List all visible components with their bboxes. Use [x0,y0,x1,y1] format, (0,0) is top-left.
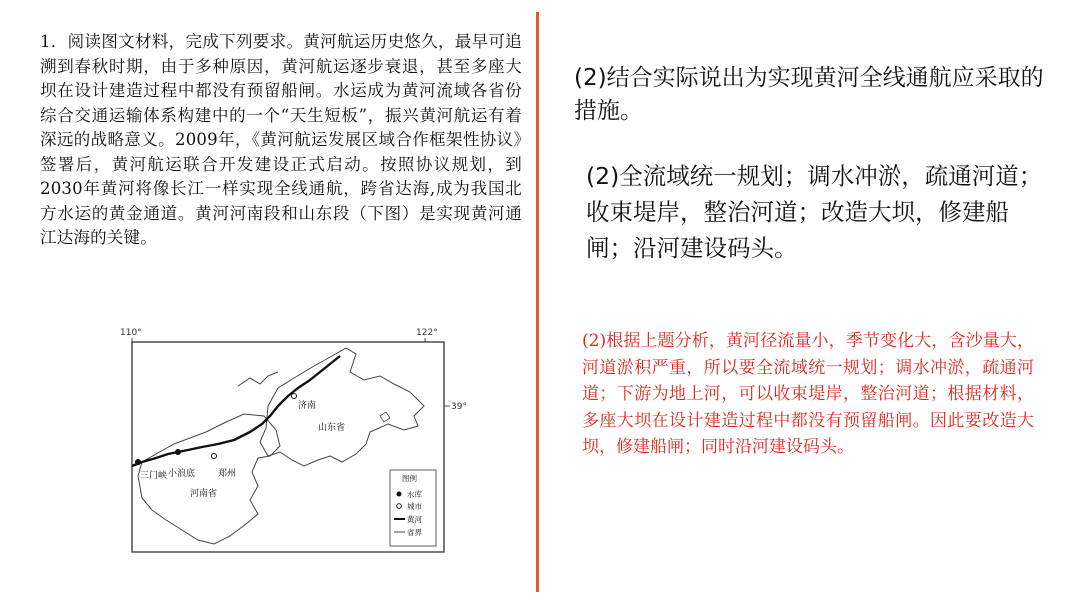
legend-reservoir-label: 水库 [407,490,422,499]
label-xiaolangdi: 小浪底 [168,469,196,479]
map-legend [390,470,436,546]
xiaolangdi-reservoir-dot [175,449,181,455]
legend-city-icon [397,504,402,509]
legend-title: 图例 [402,474,417,483]
sanmenxia-reservoir-dot [135,459,141,465]
answer-text: (2)全流域统一规划；调水冲淤，疏通河道；收束堤岸，整治河道；改造大坝，修建船闸；沿河建设码头。 [586,162,1043,262]
legend-river-label: 黄河 [407,515,422,524]
label-shandong: 山东省 [318,423,346,433]
map-lat-label: 39° [451,402,467,412]
legend-boundary-label: 省界 [407,528,422,537]
jinan-city-dot [292,394,297,399]
label-jinan: 济南 [298,401,317,411]
question-text: (2)结合实际说出为实现黄河全线通航应采取的措施。 [574,65,1044,124]
legend-city-label: 城市 [407,502,422,511]
map-lon-left-label: 110° [120,328,142,338]
analysis-text: (2)根据上题分析，黄河径流量小，季节变化大，含沙量大，河道淤积严重，所以要全流域统一规划；调水冲淤，疏通河道；下游为地上河，可以收束堤岸，整治河道；根据材料，多座大坝在设计建造过程中都没有预留船闸。因此要改造大坝，修建船闸；同时沿河建设码头。 [582,331,1034,457]
map-lon-right-label: 122° [416,328,438,338]
vertical-divider [536,12,539,592]
label-zhengzhou: 郑州 [218,469,237,479]
label-sanmenxia: 三门峡 [140,471,168,481]
shandong-province-outline [260,348,424,466]
map-figure [118,326,468,558]
legend-reservoir-icon [397,492,402,497]
zhengzhou-city-dot [212,454,217,459]
label-henan: 河南省 [190,489,218,499]
material-paragraph: 1．阅读图文材料，完成下列要求。黄河航运历史悠久，最早可追溯到春秋时期，由于多种原因，黄河航运逐步衰退，甚至多座大坝在设计建造过程中都没有预留船闸。水运成为黄河流域各省份综合交通运输体系构建中的一个“天生短板”，振兴黄河航运有着深远的战略意义。2009年，《黄河航运发展区域合作框架性协议》签署后，黄河航运联合开发建设正式启动。按照协议规划，到2030年黄河将像长江一样实现全线通航，跨省达海,成为我国北方水运的黄金通道。黄河河南段和山东段（下图）是实现黄河通江达海的关键。 [40,32,522,247]
